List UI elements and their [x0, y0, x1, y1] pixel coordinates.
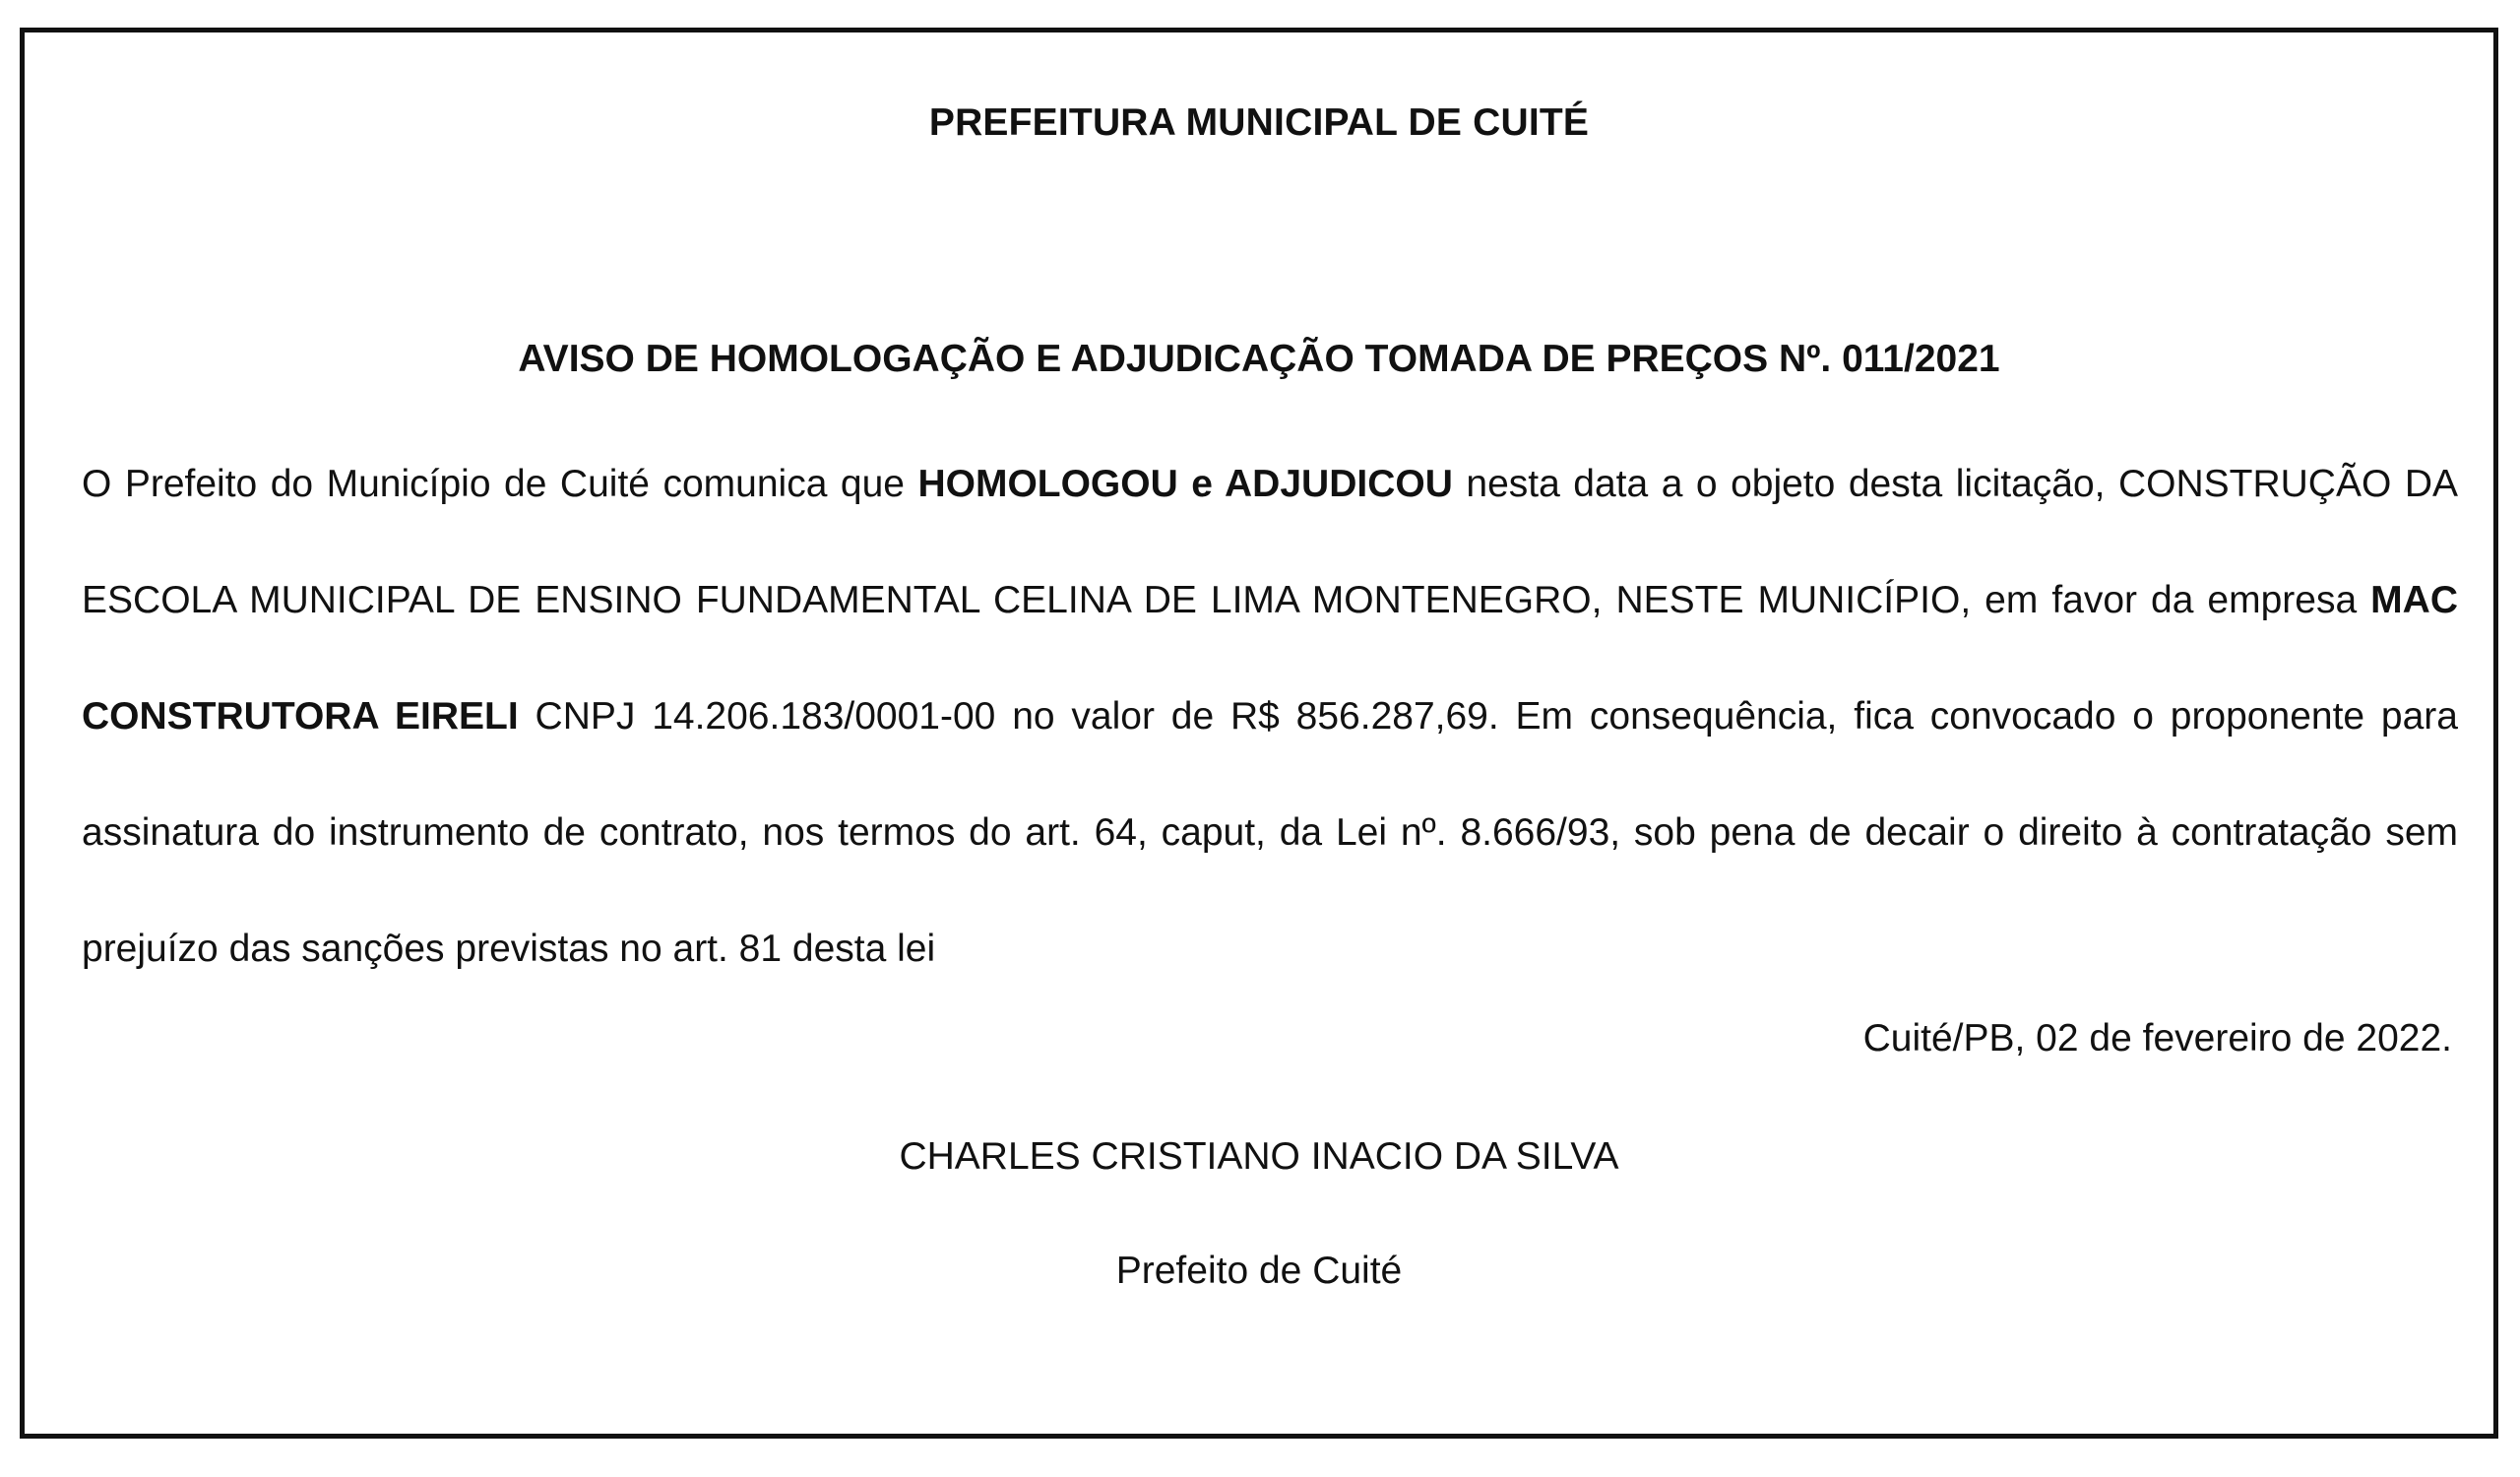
- issuer-header: PREFEITURA MUNICIPAL DE CUITÉ: [928, 101, 1590, 144]
- notice-date: Cuité/PB, 02 de fevereiro de 2022.: [1862, 1017, 2452, 1060]
- signer-name: CHARLES CRISTIANO INACIO DA SILVA: [899, 1135, 1619, 1178]
- signer-role: Prefeito de Cuité: [1115, 1250, 1403, 1292]
- body-text-part-3: CNPJ 14.206.183/0001-00 no valor de R$ 856.287,69. Em consequência, fica convocado o proponente para assinatura do instrumento de contrato, nos termos do art. 64, caput, da Lei nº. 8.666/93, sob pena de decair o direito à contratação sem prejuízo das sanções previstas no art. 81 desta lei: [82, 695, 2458, 970]
- body-bold-company: MAC CONSTRUTORA EIRELI: [82, 579, 2458, 738]
- body-bold-homologou: HOMOLOGOU e ADJUDICOU: [917, 463, 1453, 505]
- body-text-part-2: nesta data a o objeto desta licitação, CONSTRUÇÃO DA ESCOLA MUNICIPAL DE ENSINO FUNDAMENTAL CELINA DE LIMA MONTENEGRO, NESTE MUNICÍPIO, em favor da empresa: [82, 463, 2458, 621]
- notice-body: [82, 426, 2458, 1007]
- notice-frame: [20, 28, 2498, 1439]
- notice-title: AVISO DE HOMOLOGAÇÃO E ADJUDICAÇÃO TOMADA DE PREÇOS Nº. 011/2021: [518, 338, 2000, 380]
- body-text-part-1: O Prefeito do Município de Cuité comunica que: [82, 463, 918, 505]
